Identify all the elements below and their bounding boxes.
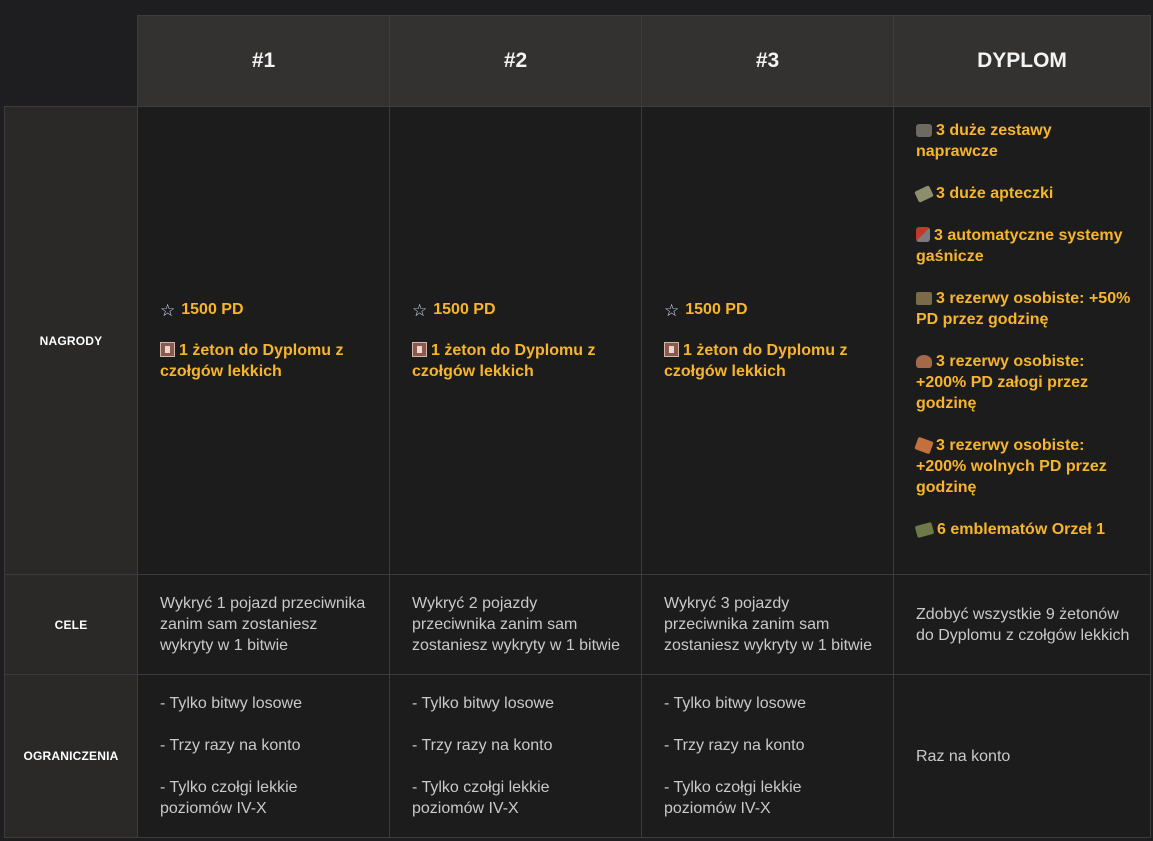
personal-reserve-xp-icon: [916, 292, 932, 305]
restriction-item: - Tylko czołgi lekkie poziomów IV-X: [412, 779, 550, 817]
diploma-reward-item: [916, 435, 1132, 498]
goal-cell-3: Wykryć 3 pojazdy przeciwnika zanim sam zostaniesz wykryty w 1 bitwie: [642, 575, 894, 675]
first-aid-kit-icon: [914, 185, 934, 203]
rewards-cell-1: [138, 107, 390, 575]
diploma-reward-item: [916, 351, 1132, 414]
token-reward-text: 1 żeton do Dyplomu z czołgów lekkich: [160, 342, 344, 380]
diploma-reward-text: 3 duże zestawy naprawcze: [916, 122, 1052, 160]
restriction-item: - Tylko czołgi lekkie poziomów IV-X: [664, 779, 802, 817]
diploma-reward-text: 3 rezerwy osobiste: +50% PD przez godzinę: [916, 290, 1131, 328]
token-reward: [664, 340, 875, 382]
row-label-rewards: NAGRODY: [5, 107, 138, 575]
diploma-reward-item: [916, 183, 1132, 204]
diploma-reward-item: [916, 519, 1132, 540]
token-reward-text: 1 żeton do Dyplomu z czołgów lekkich: [412, 342, 596, 380]
diploma-token-icon: [412, 342, 427, 357]
repair-kit-icon: [916, 124, 932, 137]
column-header-diploma: DYPLOM: [894, 16, 1151, 107]
star-icon: ☆: [160, 301, 176, 320]
diploma-reward-item: [916, 288, 1132, 330]
rewards-cell-diploma: [894, 107, 1151, 575]
goal-cell-2: Wykryć 2 pojazdy przeciwnika zanim sam zostaniesz wykryty w 1 bitwie: [390, 575, 642, 675]
column-header-1: #1: [138, 16, 390, 107]
quest-table: [4, 15, 1151, 838]
row-label-restrictions: OGRANICZENIA: [5, 675, 138, 838]
restriction-item: - Tylko czołgi lekkie poziomów IV-X: [160, 779, 298, 817]
restriction-item: - Tylko bitwy losowe: [160, 695, 302, 712]
rewards-cell-3: [642, 107, 894, 575]
restriction-item: - Tylko bitwy losowe: [664, 695, 806, 712]
restriction-item: - Tylko bitwy losowe: [412, 695, 554, 712]
rewards-row: [5, 107, 1151, 575]
xp-reward-text: 1500 PD: [433, 301, 496, 318]
xp-reward: [160, 299, 371, 320]
token-reward-text: 1 żeton do Dyplomu z czołgów lekkich: [664, 342, 848, 380]
header-corner: [5, 16, 138, 107]
star-icon: ☆: [412, 301, 428, 320]
emblem-eagle-icon: [915, 522, 935, 538]
diploma-reward-item: [916, 120, 1132, 162]
restrictions-row: [5, 675, 1151, 838]
diploma-token-icon: [664, 342, 679, 357]
token-reward: [412, 340, 623, 382]
star-icon: ☆: [664, 301, 680, 320]
fire-extinguisher-icon: [916, 227, 930, 242]
diploma-reward-text: 3 automatyczne systemy gaśnicze: [916, 227, 1123, 265]
restriction-item: - Trzy razy na konto: [664, 737, 805, 754]
diploma-reward-text: 3 duże apteczki: [936, 185, 1054, 202]
diploma-reward-text: 3 rezerwy osobiste: +200% PD załogi przez godzinę: [916, 353, 1089, 412]
restriction-item: - Trzy razy na konto: [160, 737, 301, 754]
restriction-cell-diploma: Raz na konto: [894, 675, 1151, 838]
xp-reward: [412, 299, 623, 320]
personal-reserve-free-xp-icon: [914, 437, 933, 455]
goals-row: [5, 575, 1151, 675]
token-reward: [160, 340, 371, 382]
header-row: [5, 16, 1151, 107]
diploma-reward-text: 3 rezerwy osobiste: +200% wolnych PD przez godzinę: [916, 437, 1107, 496]
goal-cell-diploma: Zdobyć wszystkie 9 żetonów do Dyplomu z czołgów lekkich: [894, 575, 1151, 675]
xp-reward-text: 1500 PD: [685, 301, 748, 318]
xp-reward: [664, 299, 875, 320]
column-header-2: #2: [390, 16, 642, 107]
restriction-cell-2: [390, 675, 642, 838]
rewards-cell-2: [390, 107, 642, 575]
diploma-reward-text: 6 emblematów Orzeł 1: [937, 521, 1106, 538]
restriction-item: - Trzy razy na konto: [412, 737, 553, 754]
restriction-cell-3: [642, 675, 894, 838]
diploma-token-icon: [160, 342, 175, 357]
goal-cell-1: Wykryć 1 pojazd przeciwnika zanim sam zostaniesz wykryty w 1 bitwie: [138, 575, 390, 675]
diploma-reward-item: [916, 225, 1132, 267]
row-label-goals: CELE: [5, 575, 138, 675]
restriction-cell-1: [138, 675, 390, 838]
column-header-3: #3: [642, 16, 894, 107]
personal-reserve-crew-icon: [916, 355, 932, 368]
xp-reward-text: 1500 PD: [181, 301, 244, 318]
